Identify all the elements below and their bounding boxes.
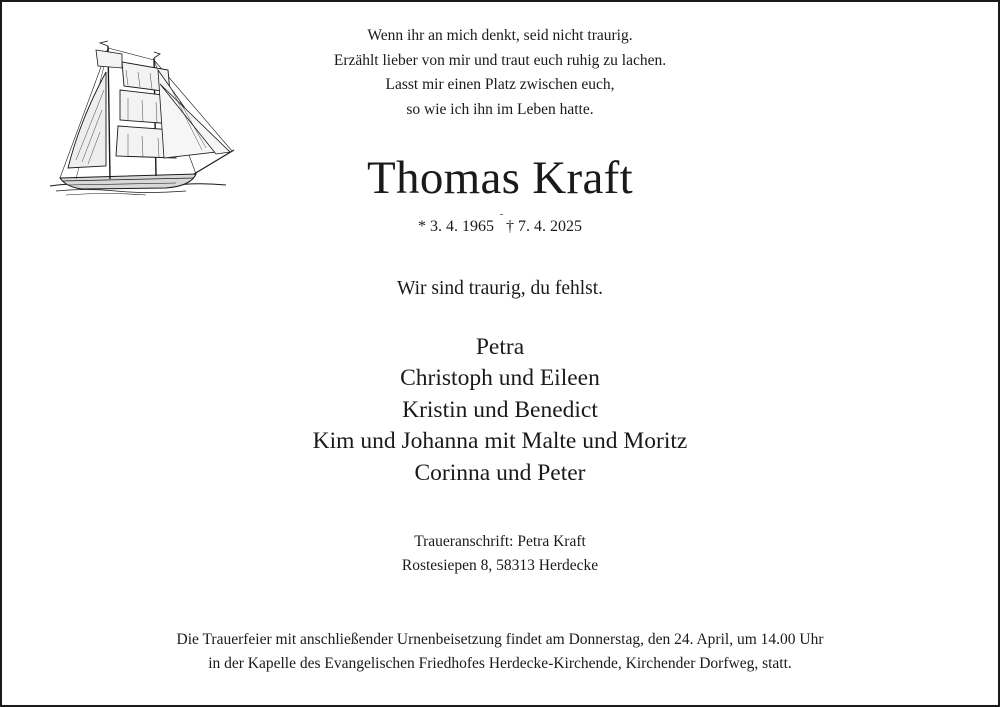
death-date: † 7. 4. 2025	[506, 218, 582, 235]
mourning-address	[2, 530, 998, 578]
poem-line: Erzählt lieber von mir und traut euch ruhig zu lachen.	[333, 51, 667, 69]
mourner-entry: Kim und Johanna mit Malte und Moritz	[312, 428, 688, 455]
ceremony-line: in der Kapelle des Evangelischen Friedhofes Herdecke-Kirchende, Kirchender Dorfweg, statt.	[208, 655, 792, 672]
ceremony-notice	[2, 628, 998, 676]
mourner-entry: Corinna und Peter	[414, 459, 586, 486]
mourners-list	[2, 332, 998, 489]
poem-line: Lasst mir einen Platz zwischen euch,	[385, 76, 615, 93]
poem-line: so wie ich ihn im Leben hatte.	[406, 100, 594, 118]
birth-date: * 3. 4. 1965	[418, 218, 494, 235]
address-line: Traueranschrift: Petra Kraft	[414, 533, 586, 550]
mourner-entry: Petra	[475, 334, 525, 360]
life-dates	[2, 216, 998, 238]
deceased-name: Thomas Kraft	[367, 152, 633, 204]
tagline: Wir sind traurig, du fehlst.	[396, 278, 604, 299]
poem-line: Wenn ihr an mich denkt, seid nicht traurig.	[367, 27, 633, 44]
ceremony-line: Die Trauerfeier mit anschließender Urnenbeisetzung findet am Donnerstag, den 24. April, um 14.00 Uhr	[176, 631, 824, 648]
mourner-entry: Christoph und Eileen	[400, 365, 600, 392]
mourner-entry: Kristin und Benedict	[402, 396, 598, 423]
memorial-poem	[2, 24, 998, 122]
address-line: Rostesiepen 8, 58313 Herdecke	[401, 557, 599, 574]
